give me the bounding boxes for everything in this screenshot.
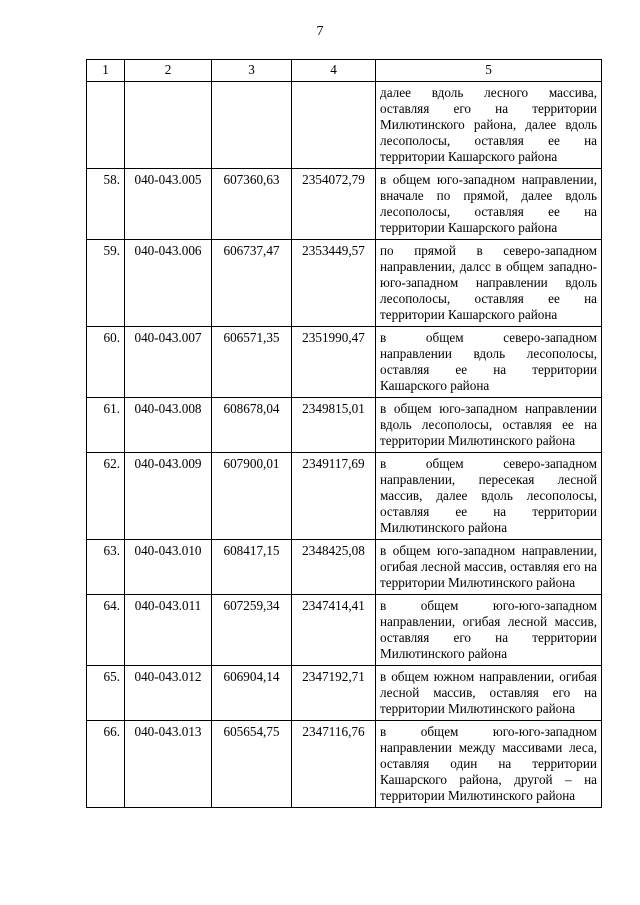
coordinate-x: 607259,34 [212, 595, 292, 666]
coordinate-y: 2347192,71 [292, 666, 376, 721]
column-header: 4 [292, 60, 376, 82]
point-code: 040-043.010 [125, 540, 212, 595]
point-code: 040-043.005 [125, 169, 212, 240]
coordinate-x: 607900,01 [212, 453, 292, 540]
coordinate-x: 608417,15 [212, 540, 292, 595]
coordinate-y: 2349117,69 [292, 453, 376, 540]
coordinate-y: 2351990,47 [292, 327, 376, 398]
table-row [87, 169, 602, 240]
coordinate-y: 2348425,08 [292, 540, 376, 595]
row-number: 61. [87, 398, 125, 453]
point-code: 040-043.007 [125, 327, 212, 398]
table-row [87, 398, 602, 453]
row-number: 65. [87, 666, 125, 721]
boundary-description: в общем юго-западном направлении, вначале по прямой, далее вдоль лесополосы, оставляя ее на территории Кашарского района [376, 169, 602, 240]
row-number: 59. [87, 240, 125, 327]
coordinate-x: 606904,14 [212, 666, 292, 721]
boundary-description: в общем юго-юго-западном направлении, огибая лесной массив, оставляя его на территории Милютинского района [376, 595, 602, 666]
point-code: 040-043.006 [125, 240, 212, 327]
table-row [87, 327, 602, 398]
column-header: 2 [125, 60, 212, 82]
column-header: 1 [87, 60, 125, 82]
point-code: 040-043.011 [125, 595, 212, 666]
point-code: 040-043.009 [125, 453, 212, 540]
coordinate-x: 606737,47 [212, 240, 292, 327]
table-header-row [87, 60, 602, 82]
boundary-description: по прямой в северо-западном направлении, далсс в общем западно-юго-западном направлении вдоль лесополосы, оставляя ее на территории Кашарского района [376, 240, 602, 327]
boundary-description: в общем юго-юго-западном направлении между массивами леса, оставляя один на территории Кашарского района, другой – на территории Милютинского района [376, 721, 602, 808]
row-number: 60. [87, 327, 125, 398]
row-number: 62. [87, 453, 125, 540]
row-number [87, 82, 125, 169]
boundary-description: в общем юго-западном направлении, огибая лесной массив, оставляя его на территории Милютинского района [376, 540, 602, 595]
column-header: 3 [212, 60, 292, 82]
row-number: 64. [87, 595, 125, 666]
page-number: 7 [316, 24, 324, 39]
table-body [87, 82, 602, 808]
boundary-description: далее вдоль лесного массива, оставляя его на территории Милютинского района, далее вдоль лесополосы, оставляя ее на территории Кашарского района [376, 82, 602, 169]
coordinate-y: 2347414,41 [292, 595, 376, 666]
coordinate-y: 2349815,01 [292, 398, 376, 453]
row-number: 66. [87, 721, 125, 808]
point-code: 040-043.012 [125, 666, 212, 721]
column-header: 5 [376, 60, 602, 82]
boundary-description: в общем северо-западном направлении вдоль лесополосы, оставляя ее на территории Кашарского района [376, 327, 602, 398]
table-row [87, 540, 602, 595]
boundary-table [86, 59, 602, 808]
coordinate-x: 608678,04 [212, 398, 292, 453]
coordinate-y [292, 82, 376, 169]
row-number: 58. [87, 169, 125, 240]
table-row [87, 721, 602, 808]
coordinate-y: 2347116,76 [292, 721, 376, 808]
coordinate-x: 607360,63 [212, 169, 292, 240]
table-row [87, 666, 602, 721]
table-row [87, 82, 602, 169]
table-row [87, 595, 602, 666]
point-code [125, 82, 212, 169]
table-row [87, 453, 602, 540]
row-number: 63. [87, 540, 125, 595]
table-row [87, 240, 602, 327]
boundary-description: в общем юго-западном направлении вдоль лесополосы, оставляя ее на территории Милютинского района [376, 398, 602, 453]
point-code: 040-043.013 [125, 721, 212, 808]
boundary-description: в общем южном направлении, огибая лесной массив, оставляя его на территории Милютинского района [376, 666, 602, 721]
point-code: 040-043.008 [125, 398, 212, 453]
coordinate-y: 2353449,57 [292, 240, 376, 327]
coordinate-x: 606571,35 [212, 327, 292, 398]
boundary-description: в общем северо-западном направлении, пересекая лесной массив, далее вдоль лесополосы, оставляя ее на территории Милютинского района [376, 453, 602, 540]
coordinate-x [212, 82, 292, 169]
coordinate-x: 605654,75 [212, 721, 292, 808]
coordinate-y: 2354072,79 [292, 169, 376, 240]
